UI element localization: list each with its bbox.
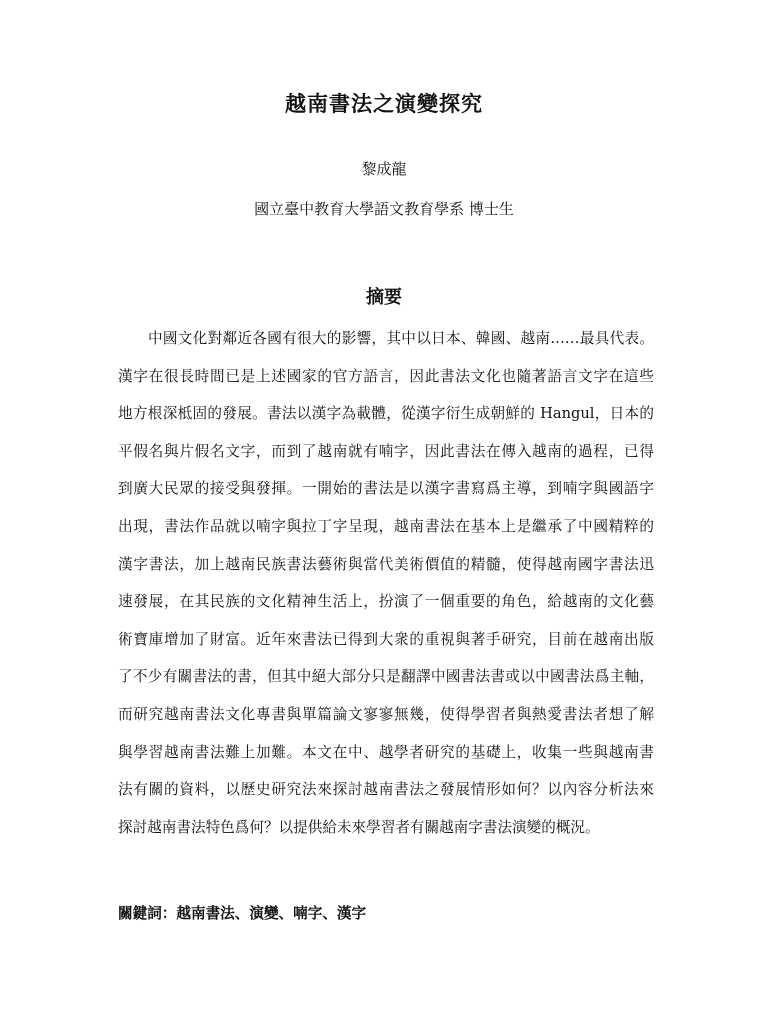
abstract-body: [118, 320, 654, 846]
author-affiliation: 國立臺中教育大學語文教育學系 博士生: [254, 200, 514, 218]
abstract-line: 出現，書法作品就以喃字與拉丁字呈現，越南書法在基本上是繼承了中國精粹的: [118, 517, 654, 535]
abstract-line: 平假名與片假名文字，而到了越南就有喃字，因此書法在傳入越南的過程，已得: [118, 442, 654, 460]
abstract-line: 漢字在很長時間已是上述國家的官方語言，因此書法文化也隨著語言文字在這些: [118, 367, 654, 385]
abstract-line: 中國文化對鄰近各國有很大的影響，其中以日本、韓國、越南……最具代表。: [148, 330, 654, 347]
abstract-heading: 摘要: [366, 287, 402, 308]
abstract-line: 漢字書法，加上越南民族書法藝術與當代美術價值的精髓，使得越南國字書法迅: [118, 555, 654, 573]
keywords: 關鍵詞：越南書法、演變、喃字、漢字: [118, 905, 367, 922]
abstract-line: 了不少有關書法的書，但其中絕大部分只是翻譯中國書法書或以中國書法爲主軸，: [118, 668, 654, 686]
abstract-line: 地方根深柢固的發展。書法以漢字為載體，從漢字衍生成朝鮮的 Hangul，日本的: [118, 405, 654, 423]
abstract-line: 而研究越南書法文化專書與單篇論文寥寥無幾，使得學習者與熱愛書法者想了解: [118, 705, 654, 723]
abstract-line: 速發展，在其民族的文化精神生活上，扮演了一個重要的角色，給越南的文化藝: [118, 593, 654, 611]
abstract-line: 法有關的資料，以歷史研究法來探討越南書法之發展情形如何？以內容分析法來: [118, 781, 654, 799]
abstract-line: 術寶庫增加了財富。近年來書法已得到大衆的重視與著手研究，目前在越南出版: [118, 630, 654, 648]
paper-title: 越南書法之演變探究: [285, 91, 483, 116]
abstract-line: 到廣大民眾的接受與發揮。一開始的書法是以漢字書寫爲主導，到喃字與國語字: [118, 480, 654, 498]
abstract-line: 與學習越南書法難上加難。本文在中、越學者研究的基礎上，收集一些與越南書: [118, 743, 654, 761]
abstract-line: 探討越南書法特色爲何？以提供給未來學習者有關越南字書法演變的概況。: [118, 818, 600, 836]
author-name: 黎成龍: [361, 160, 407, 178]
